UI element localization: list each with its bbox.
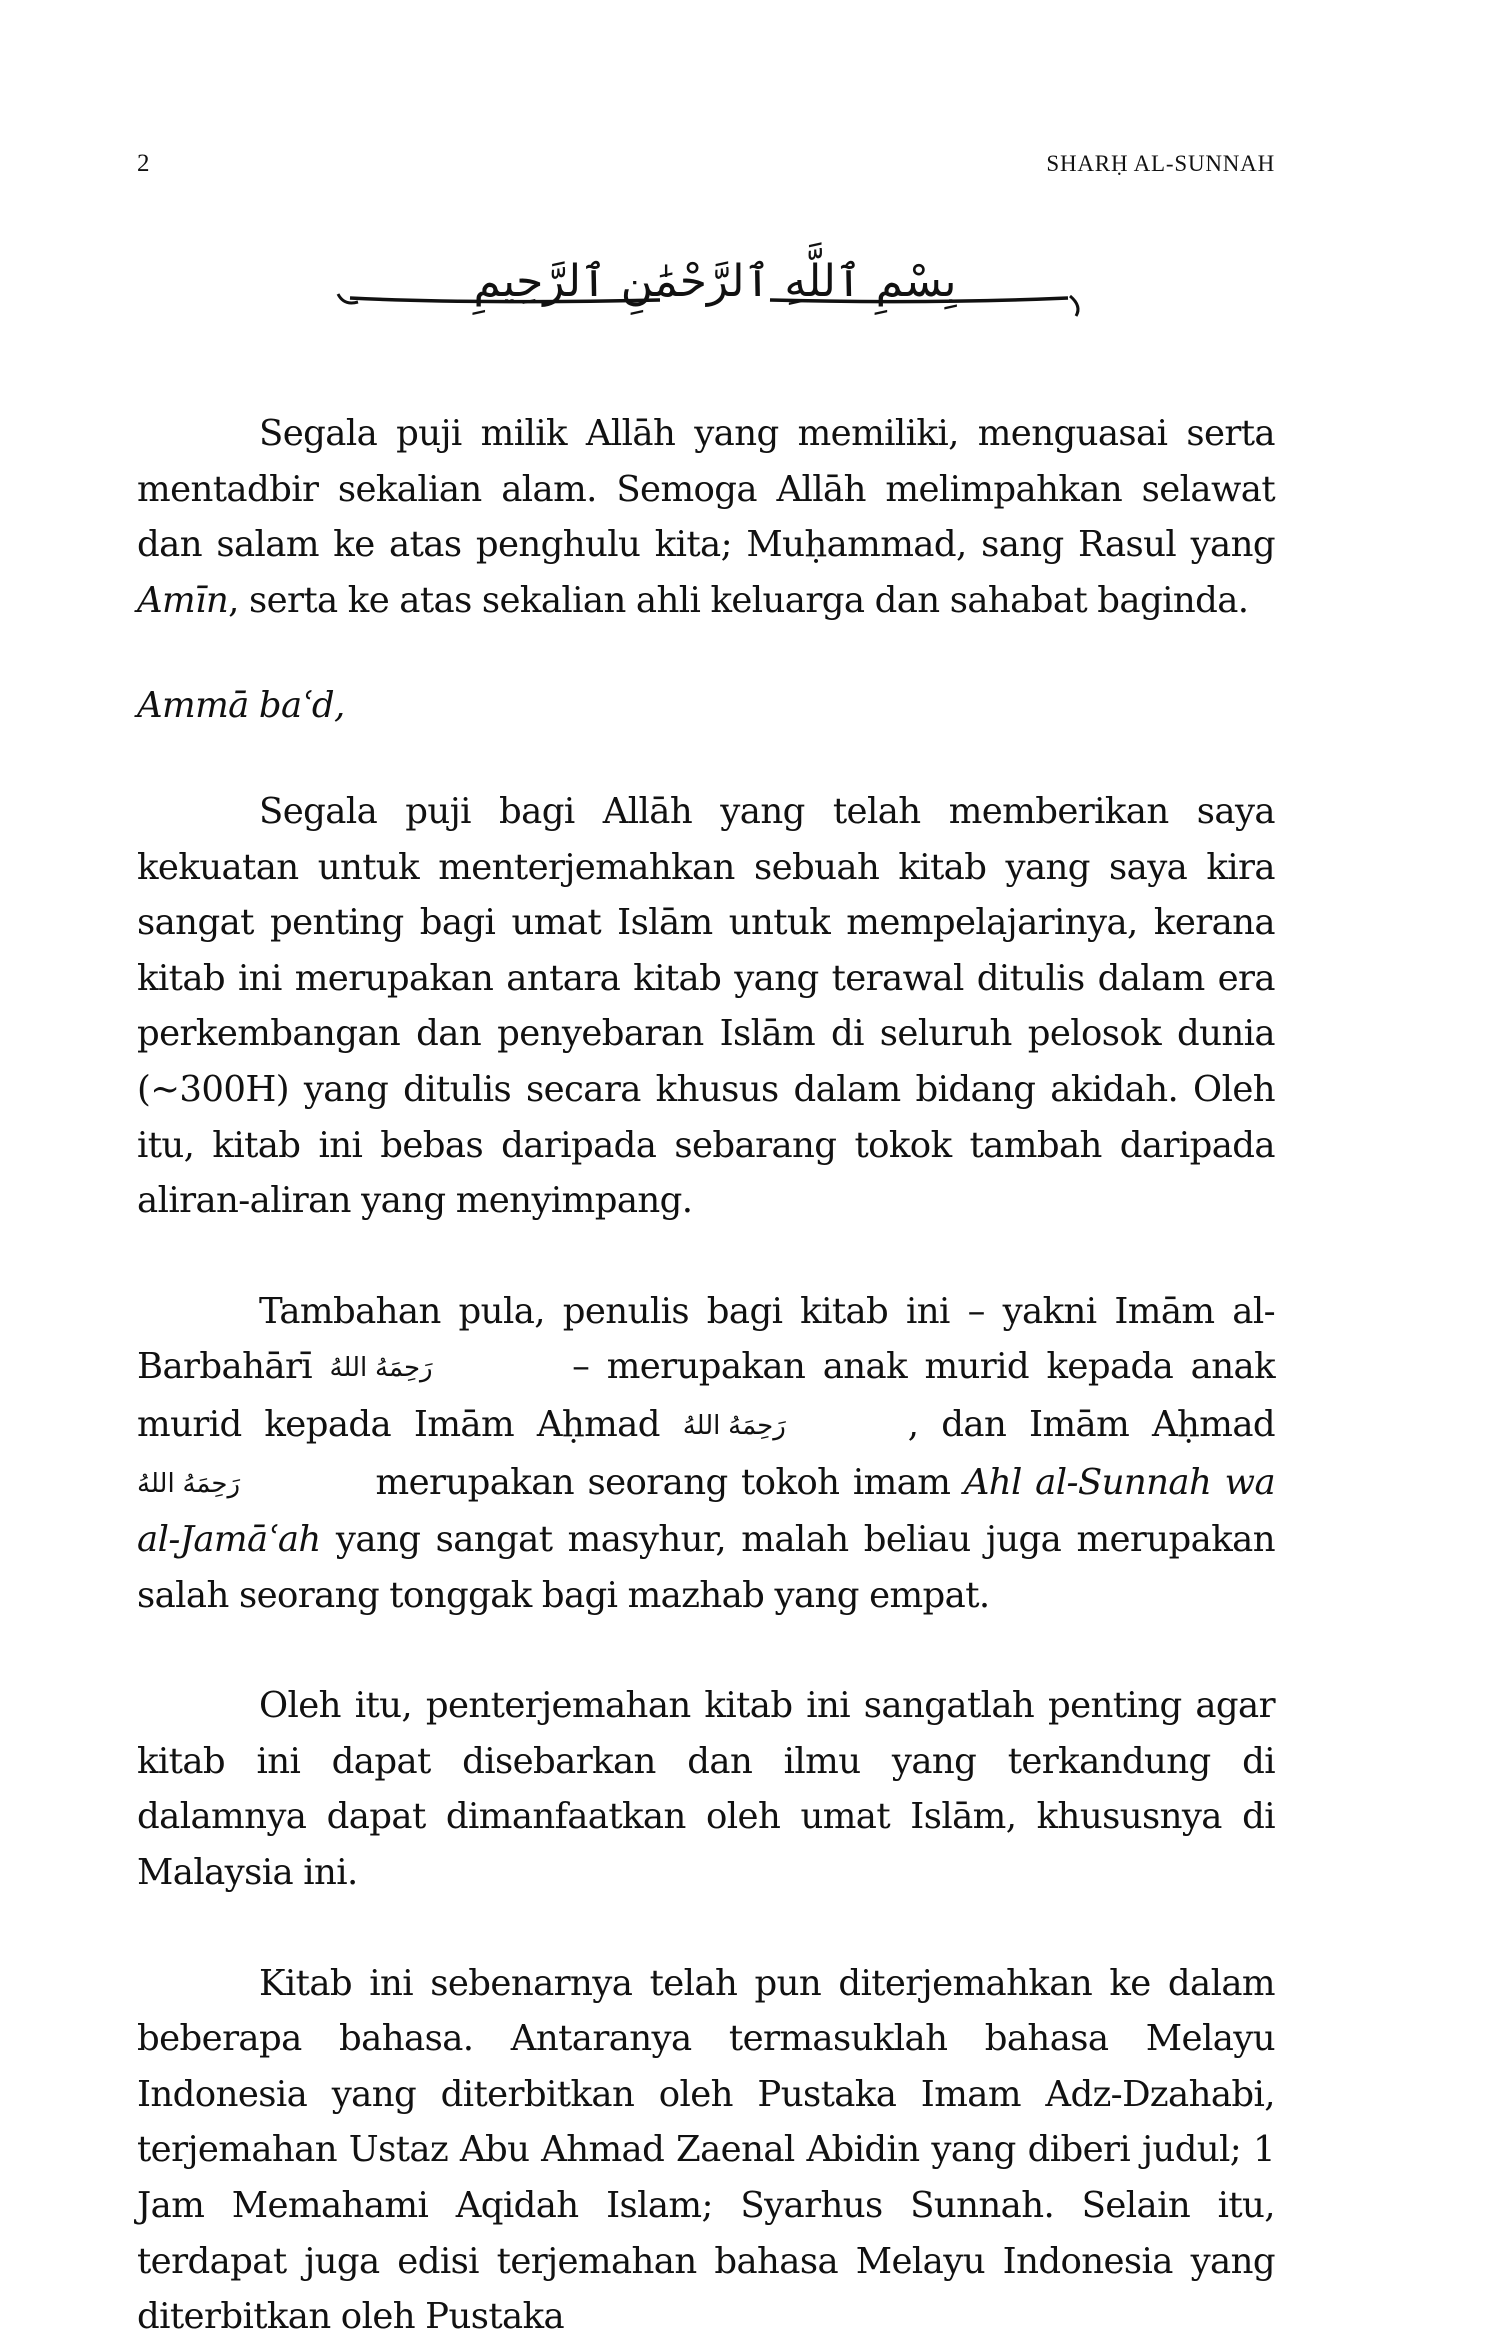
amin-term: Amīn xyxy=(137,579,229,621)
running-header xyxy=(137,150,1275,178)
running-title: SHARḤ AL-SUNNAH xyxy=(1046,151,1275,176)
honorific-glyph: رَحِمَهُ اللهُ xyxy=(682,1410,786,1441)
paragraph-author-background: Tambahan pula, penulis bagi kitab ini – yakni Imām al-Barbahārī رَحِمَهُ اللهُ – merupakan anak murid kepada anak murid kepada Imām Aḥmad رَحِمَهُ اللهُ , dan Imām Aḥmad رَحِمَهُ اللهُ merupakan seorang tokoh imam Ahl al-Sunnah wa al-Jamāʿah yang sangat masyhur, malah beliau juga merupakan salah seorang tonggak bagi mazhab yang empat. xyxy=(137,1290,1276,1616)
honorific-glyph: رَحِمَهُ اللهُ xyxy=(137,1468,241,1499)
ahl-al-sunnah-term: Ahl al-Sunnah wa al-Jamāʿah xyxy=(137,1461,1276,1561)
paragraph-opening-praise: Segala puji milik Allāh yang memiliki, menguasai serta mentadbir sekalian alam. Semoga Allāh melimpahkan selawat dan salam ke atas penghulu kita; Muḥammad, sang Rasul yang Amīn, serta ke atas sekalian ahli keluarga dan sahabat baginda. xyxy=(137,413,1275,621)
paragraph-importance: Oleh itu, penterjemahan kitab ini sangatlah penting agar kitab ini dapat disebarkan dan ilmu yang terkandung di dalamnya dapat dimanfaatkan oleh umat Islām, khususnya di Malaysia ini. xyxy=(137,1685,1275,1894)
honorific-glyph: رَحِمَهُ اللهُ xyxy=(329,1353,433,1384)
basmala-calligraphy xyxy=(330,232,1090,342)
body-text xyxy=(137,406,1275,2345)
basmala-text: بِسْمِ ٱللَّهِ ٱلرَّحْمَٰنِ ٱلرَّحِيمِ xyxy=(473,256,957,307)
paragraph-translation-purpose: Segala puji bagi Allāh yang telah memberikan saya kekuatan untuk menterjemahkan sebuah kitab yang saya kira sangat penting bagi umat Islām untuk mempelajarinya, kerana kitab ini merupakan antara kitab yang terawal ditulis dalam era perkembangan dan penyebaran Islām di seluruh pelosok dunia (~300H) yang ditulis secara khusus dalam bidang akidah. Oleh itu, kitab ini bebas daripada sebarang tokok tambah daripada aliran-aliran yang menyimpang. xyxy=(137,790,1275,1222)
paragraph-existing-translations: Kitab ini sebenarnya telah pun diterjemahkan ke dalam beberapa bahasa. Antaranya termasuklah bahasa Melayu Indonesia yang diterbitkan oleh Pustaka Imam Adz-Dzahabi, terjemahan Ustaz Abu Ahmad Zaenal Abidin yang diberi judul; 1 Jam Memahami Aqidah Islam; Syarhus Sunnah. Selain itu, terdapat juga edisi terjemahan bahasa Melayu Indonesia yang diterbitkan oleh Pustaka xyxy=(137,1962,1275,2338)
salutation-amma-bad: Ammā baʿd, xyxy=(137,685,345,727)
page-number: 2 xyxy=(137,150,150,177)
